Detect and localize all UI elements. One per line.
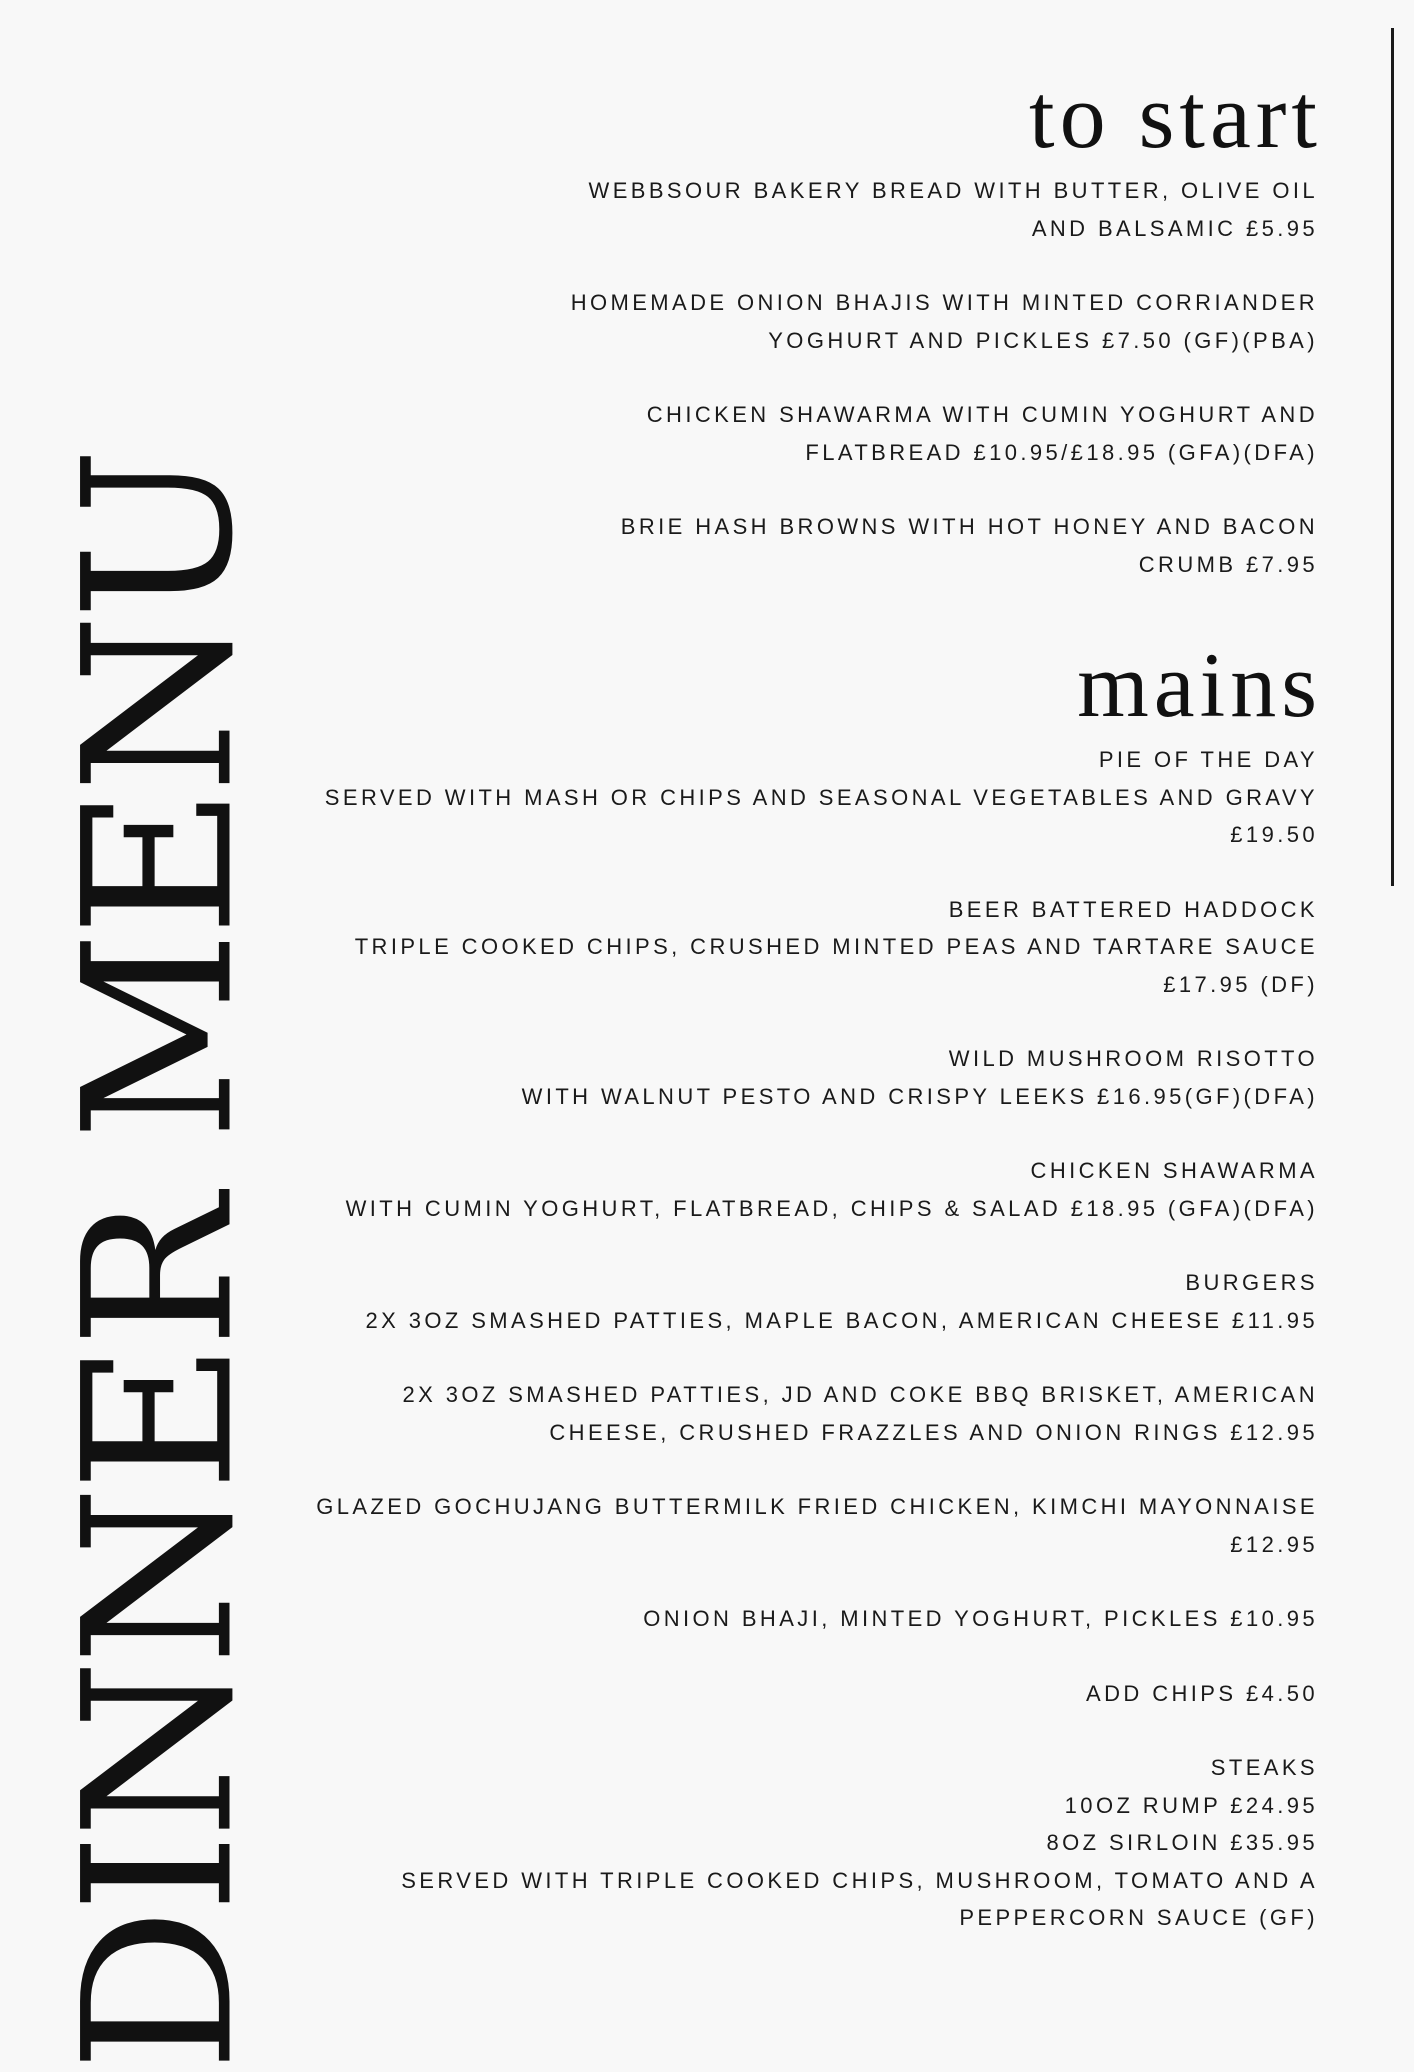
- menu-item-line: YOGHURT AND PICKLES £7.50 (GF)(PBA): [768, 327, 1318, 353]
- menu-item: [258, 508, 1318, 583]
- menu-item-line: STEAKS: [1210, 1755, 1318, 1780]
- menu-item-line: 2X 3OZ SMASHED PATTIES, JD AND COKE BBQ BRISKET, AMERICAN: [402, 1382, 1318, 1407]
- menu-item-line: CHICKEN SHAWARMA WITH CUMIN YOGHURT AND: [646, 402, 1318, 427]
- menu-item-line: WEBBSOUR BAKERY BREAD WITH BUTTER, OLIVE OIL: [588, 178, 1318, 203]
- menu-item-line: 2X 3OZ SMASHED PATTIES, MAPLE BACON, AMERICAN CHEESE £11.95: [365, 1307, 1318, 1333]
- menu-item-line: CHICKEN SHAWARMA: [1030, 1158, 1318, 1183]
- menu-item-line: 8OZ SIRLOIN £35.95: [1046, 1830, 1318, 1855]
- menu-item-line: £12.95: [1230, 1531, 1318, 1557]
- menu-item: [258, 1749, 1318, 1937]
- starters-list: [258, 172, 1318, 583]
- menu-item-line: PEPPERCORN SAUCE (GF): [959, 1905, 1318, 1930]
- menu-title: DINNER MENU: [40, 453, 279, 2072]
- menu-item: [258, 172, 1318, 247]
- menu-item-line: AND BALSAMIC £5.95: [1031, 215, 1318, 241]
- menu-item-line: ONION BHAJI, MINTED YOGHURT, PICKLES £10.95: [643, 1606, 1318, 1631]
- menu-item-line: WITH WALNUT PESTO AND CRISPY LEEKS £16.95(GF)(DFA): [521, 1083, 1318, 1109]
- menu-item-line: BRIE HASH BROWNS WITH HOT HONEY AND BACON: [620, 514, 1318, 539]
- menu-item: [258, 1152, 1318, 1227]
- menu-item-line: ADD CHIPS £4.50: [1086, 1680, 1318, 1706]
- menu-item: [258, 1488, 1318, 1563]
- menu-item: [258, 396, 1318, 471]
- menu-item-line: FLATBREAD £10.95/£18.95 (GFA)(DFA): [805, 439, 1318, 465]
- menu-item-line: CHEESE, CRUSHED FRAZZLES AND ONION RINGS £12.95: [549, 1419, 1318, 1445]
- menu-item-line: £19.50: [1230, 822, 1318, 847]
- menu-vertical-title-wrapper: [40, 0, 280, 2072]
- menu-item: [258, 1376, 1318, 1451]
- menu-item: [258, 1264, 1318, 1339]
- menu-item-line: CRUMB £7.95: [1138, 551, 1318, 577]
- menu-item: [258, 1675, 1318, 1713]
- menu-item: [258, 1040, 1318, 1115]
- menu-item-line: WITH CUMIN YOGHURT, FLATBREAD, CHIPS & SALAD £18.95 (GFA)(DFA): [345, 1195, 1318, 1221]
- menu-item-line: SERVED WITH TRIPLE COOKED CHIPS, MUSHROOM, TOMATO AND A: [401, 1867, 1318, 1893]
- menu-item-line: £17.95 (DF): [1163, 971, 1318, 997]
- menu-item-line: BEER BATTERED HADDOCK: [948, 896, 1318, 922]
- starters-heading: to start: [1029, 65, 1322, 167]
- menu-item-line: WILD MUSHROOM RISOTTO: [948, 1046, 1318, 1071]
- menu-content: [258, 65, 1322, 1974]
- vertical-divider: [1391, 28, 1394, 886]
- menu-item-line: SERVED WITH MASH OR CHIPS AND SEASONAL VEGETABLES AND GRAVY: [324, 784, 1318, 810]
- menu-item-line: BURGERS: [1185, 1270, 1318, 1295]
- menu-item: [258, 1600, 1318, 1638]
- mains-list: [258, 741, 1318, 1937]
- menu-item-line: GLAZED GOCHUJANG BUTTERMILK FRIED CHICKEN, KIMCHI MAYONNAISE: [316, 1494, 1318, 1519]
- menu-item-line: HOMEMADE ONION BHAJIS WITH MINTED CORRIANDER: [570, 290, 1318, 315]
- menu-item-line: TRIPLE COOKED CHIPS, CRUSHED MINTED PEAS AND TARTARE SAUCE: [354, 934, 1318, 959]
- menu-item-line: 10OZ RUMP £24.95: [1064, 1792, 1318, 1818]
- mains-heading: mains: [1077, 634, 1322, 736]
- starters-section: [258, 65, 1322, 583]
- menu-item: [258, 284, 1318, 359]
- mains-section: [258, 634, 1322, 1937]
- menu-item: [258, 741, 1318, 854]
- menu-item-line: PIE OF THE DAY: [1098, 747, 1318, 772]
- menu-item: [258, 891, 1318, 1004]
